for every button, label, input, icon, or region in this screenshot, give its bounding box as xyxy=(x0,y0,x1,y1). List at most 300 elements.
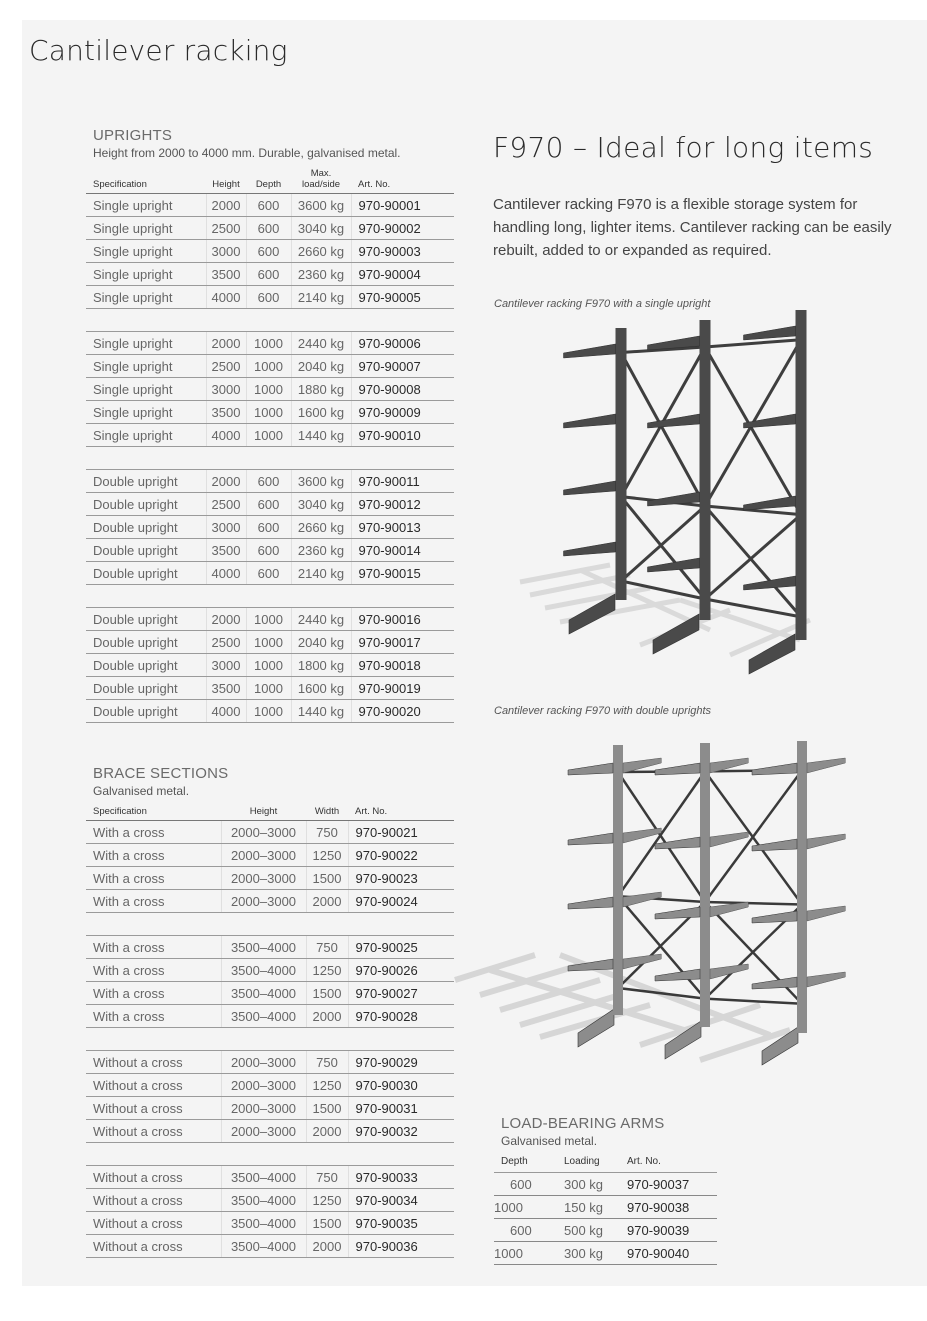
header-art-no: Art. No. xyxy=(348,806,454,821)
cell-depth: 600 xyxy=(494,1219,564,1242)
cell-height: 4000 xyxy=(206,562,246,585)
table-row xyxy=(86,677,454,700)
group-spacer-cell xyxy=(86,447,454,470)
cell-specification: With a cross xyxy=(86,844,221,867)
cell-depth: 1000 xyxy=(246,401,291,424)
header-max-load xyxy=(291,168,351,194)
header-art-no: Art. No. xyxy=(627,1156,717,1173)
table-row xyxy=(86,470,454,493)
table-row xyxy=(86,890,454,913)
cell-art-no: 970-90013 xyxy=(351,516,454,539)
cantilever-arm xyxy=(744,414,796,428)
table-row xyxy=(86,1189,454,1212)
cell-depth: 600 xyxy=(246,562,291,585)
cell-depth: 600 xyxy=(246,217,291,240)
table-row xyxy=(86,286,454,309)
cell-depth: 1000 xyxy=(246,700,291,723)
cell-max-load: 1880 kg xyxy=(291,378,351,401)
cell-depth: 600 xyxy=(246,263,291,286)
cell-max-load: 2040 kg xyxy=(291,355,351,378)
single-upright-rack-illustration xyxy=(480,300,920,680)
group-spacer xyxy=(86,309,454,332)
table-row xyxy=(86,355,454,378)
cell-art-no: 970-90001 xyxy=(351,194,454,217)
cell-depth: 1000 xyxy=(246,654,291,677)
table-row xyxy=(86,401,454,424)
table-row xyxy=(494,1173,717,1196)
header-max-load-line2: load/side xyxy=(301,179,341,190)
upright-base-foot xyxy=(578,1009,614,1047)
cell-width: 750 xyxy=(306,1166,348,1189)
cell-max-load: 1440 kg xyxy=(291,424,351,447)
cell-depth: 600 xyxy=(494,1173,564,1196)
group-spacer xyxy=(86,585,454,608)
cell-specification: Without a cross xyxy=(86,1074,221,1097)
table-row xyxy=(86,959,454,982)
table-row xyxy=(86,1074,454,1097)
table-row xyxy=(86,424,454,447)
cell-depth: 600 xyxy=(246,240,291,263)
cell-specification: Double upright xyxy=(86,631,206,654)
cell-height: 2000–3000 xyxy=(221,1097,306,1120)
cell-height: 2000 xyxy=(206,608,246,631)
cantilever-arm xyxy=(744,496,796,510)
cell-height: 4000 xyxy=(206,700,246,723)
header-art-no: Art. No. xyxy=(351,168,454,194)
cell-art-no: 970-90027 xyxy=(348,982,454,1005)
cell-height: 2000–3000 xyxy=(221,867,306,890)
cell-depth: 600 xyxy=(246,286,291,309)
cell-height: 2500 xyxy=(206,217,246,240)
cell-specification: With a cross xyxy=(86,982,221,1005)
cell-max-load: 2360 kg xyxy=(291,539,351,562)
cell-art-no: 970-90029 xyxy=(348,1051,454,1074)
cell-height: 3500–4000 xyxy=(221,982,306,1005)
cell-specification: Without a cross xyxy=(86,1235,221,1258)
figure-caption-single: Cantilever racking F970 with a single upright xyxy=(494,298,711,310)
cell-art-no: 970-90033 xyxy=(348,1166,454,1189)
cell-max-load: 2440 kg xyxy=(291,332,351,355)
cell-max-load: 1800 kg xyxy=(291,654,351,677)
cell-specification: Single upright xyxy=(86,194,206,217)
table-row xyxy=(86,194,454,217)
horizontal-brace xyxy=(705,340,801,347)
cell-height: 2000–3000 xyxy=(221,844,306,867)
horizontal-brace xyxy=(705,999,802,1004)
cantilever-arm xyxy=(744,576,796,590)
uprights-subtitle: Height from 2000 to 4000 mm. Durable, galvanised metal. xyxy=(93,146,401,160)
cell-art-no: 970-90003 xyxy=(351,240,454,263)
upright-column xyxy=(616,328,627,600)
cell-art-no: 970-90023 xyxy=(348,867,454,890)
cell-width: 1500 xyxy=(306,1212,348,1235)
header-depth: Depth xyxy=(246,168,291,194)
cell-art-no: 970-90034 xyxy=(348,1189,454,1212)
cell-width: 2000 xyxy=(306,1235,348,1258)
cell-art-no: 970-90017 xyxy=(351,631,454,654)
cell-specification: With a cross xyxy=(86,821,221,844)
cantilever-arm xyxy=(744,326,796,340)
cell-width: 2000 xyxy=(306,1005,348,1028)
cell-height: 3000 xyxy=(206,240,246,263)
cantilever-arm xyxy=(752,763,797,775)
upright-column xyxy=(700,743,710,1027)
cell-height: 2000 xyxy=(206,332,246,355)
table-row xyxy=(86,217,454,240)
cantilever-arm xyxy=(807,906,845,921)
cell-depth: 1000 xyxy=(246,608,291,631)
cantilever-arm xyxy=(710,902,748,917)
cell-loading: 150 kg xyxy=(564,1196,627,1219)
main-heading: F970 – Ideal for long items xyxy=(493,131,874,164)
uprights-title: UPRIGHTS xyxy=(93,127,173,144)
cell-max-load: 3040 kg xyxy=(291,217,351,240)
cell-height: 2500 xyxy=(206,631,246,654)
cantilever-arm xyxy=(568,897,613,909)
cell-depth: 1000 xyxy=(246,631,291,654)
header-loading: Loading xyxy=(564,1156,627,1173)
cell-max-load: 1600 kg xyxy=(291,677,351,700)
cell-height: 4000 xyxy=(206,424,246,447)
group-spacer xyxy=(86,447,454,470)
cell-height: 4000 xyxy=(206,286,246,309)
cantilever-arm xyxy=(564,481,616,495)
table-row xyxy=(86,378,454,401)
cell-height: 2000–3000 xyxy=(221,1120,306,1143)
cell-max-load: 2660 kg xyxy=(291,516,351,539)
table-row xyxy=(86,539,454,562)
header-specification: Specification xyxy=(86,806,221,821)
cell-width: 750 xyxy=(306,936,348,959)
cantilever-arm xyxy=(752,977,797,989)
header-height: Height xyxy=(221,806,306,821)
cantilever-arm xyxy=(807,834,845,849)
table-row xyxy=(86,332,454,355)
cell-height: 3500–4000 xyxy=(221,1166,306,1189)
cantilever-arm xyxy=(752,911,797,923)
cell-specification: With a cross xyxy=(86,890,221,913)
group-spacer-cell xyxy=(86,1028,454,1051)
cell-height: 2000–3000 xyxy=(221,821,306,844)
cell-specification: Single upright xyxy=(86,355,206,378)
cell-specification: Single upright xyxy=(86,217,206,240)
cell-art-no: 970-90021 xyxy=(348,821,454,844)
cantilever-arm xyxy=(564,414,616,428)
group-spacer-cell xyxy=(86,585,454,608)
cell-max-load: 2140 kg xyxy=(291,286,351,309)
uprights-table xyxy=(86,168,454,723)
cell-height: 3500–4000 xyxy=(221,959,306,982)
table-row xyxy=(86,1051,454,1074)
load-bearing-arms-title: LOAD-BEARING ARMS xyxy=(501,1115,665,1132)
table-row xyxy=(494,1196,717,1219)
cell-art-no: 970-90032 xyxy=(348,1120,454,1143)
cell-height: 2000–3000 xyxy=(221,890,306,913)
load-bearing-arms-table-body xyxy=(494,1173,717,1265)
cell-width: 1500 xyxy=(306,982,348,1005)
cell-max-load: 1600 kg xyxy=(291,401,351,424)
horizontal-brace xyxy=(705,902,802,904)
cell-height: 2500 xyxy=(206,493,246,516)
brace-sections-subtitle: Galvanised metal. xyxy=(93,784,190,798)
table-row xyxy=(86,1235,454,1258)
cell-specification: Double upright xyxy=(86,516,206,539)
cell-height: 3500–4000 xyxy=(221,1212,306,1235)
horizontal-brace xyxy=(618,988,705,999)
cell-loading: 300 kg xyxy=(564,1173,627,1196)
cantilever-arm xyxy=(655,907,700,919)
cantilever-arm xyxy=(564,344,616,358)
cantilever-arm xyxy=(710,832,748,847)
cell-height: 2000–3000 xyxy=(221,1074,306,1097)
cantilever-arm xyxy=(807,972,845,987)
diagonal-brace xyxy=(621,352,705,506)
cell-specification: Single upright xyxy=(86,424,206,447)
cell-max-load: 3600 kg xyxy=(291,470,351,493)
page-title: Cantilever racking xyxy=(29,34,288,67)
cell-art-no: 970-90015 xyxy=(351,562,454,585)
table-row xyxy=(86,1120,454,1143)
table-row xyxy=(86,1005,454,1028)
cell-specification: Without a cross xyxy=(86,1166,221,1189)
uprights-table-body xyxy=(86,194,454,723)
table-row xyxy=(86,631,454,654)
cell-art-no: 970-90005 xyxy=(351,286,454,309)
cell-art-no: 970-90031 xyxy=(348,1097,454,1120)
upright-column xyxy=(797,741,807,1033)
cell-depth: 1000 xyxy=(246,378,291,401)
cantilever-arm xyxy=(655,763,700,775)
cell-specification: With a cross xyxy=(86,1005,221,1028)
table-row xyxy=(86,1212,454,1235)
cell-specification: Without a cross xyxy=(86,1212,221,1235)
cell-art-no: 970-90035 xyxy=(348,1212,454,1235)
cell-art-no: 970-90036 xyxy=(348,1235,454,1258)
cell-art-no: 970-90020 xyxy=(351,700,454,723)
cell-max-load: 2040 kg xyxy=(291,631,351,654)
cell-specification: Double upright xyxy=(86,654,206,677)
cell-depth: 600 xyxy=(246,516,291,539)
group-spacer-cell xyxy=(86,1143,454,1166)
table-row xyxy=(86,867,454,890)
cell-max-load: 3040 kg xyxy=(291,493,351,516)
table-row xyxy=(86,654,454,677)
cell-height: 2000–3000 xyxy=(221,1051,306,1074)
cell-width: 2000 xyxy=(306,1120,348,1143)
cell-specification: Double upright xyxy=(86,539,206,562)
cell-specification: Double upright xyxy=(86,470,206,493)
cell-depth: 600 xyxy=(246,493,291,516)
table-row xyxy=(86,1097,454,1120)
cell-art-no: 970-90037 xyxy=(627,1173,717,1196)
table-row xyxy=(86,982,454,1005)
table-row xyxy=(86,493,454,516)
header-max-load-line1: Max. xyxy=(310,168,332,179)
cell-width: 1500 xyxy=(306,867,348,890)
cell-specification: Single upright xyxy=(86,286,206,309)
cell-specification: Double upright xyxy=(86,677,206,700)
cell-width: 1250 xyxy=(306,1189,348,1212)
cell-max-load: 2440 kg xyxy=(291,608,351,631)
cell-width: 750 xyxy=(306,821,348,844)
cell-height: 3500 xyxy=(206,401,246,424)
cell-art-no: 970-90019 xyxy=(351,677,454,700)
cell-art-no: 970-90008 xyxy=(351,378,454,401)
cell-art-no: 970-90010 xyxy=(351,424,454,447)
cell-specification: Double upright xyxy=(86,493,206,516)
figure-caption-double: Cantilever racking F970 with double uprights xyxy=(494,705,712,717)
cell-loading: 500 kg xyxy=(564,1219,627,1242)
table-header-row xyxy=(86,806,454,821)
cantilever-arm xyxy=(807,758,845,773)
cell-specification: With a cross xyxy=(86,936,221,959)
header-height: Height xyxy=(206,168,246,194)
cell-depth: 1000 xyxy=(246,355,291,378)
cell-specification: Without a cross xyxy=(86,1189,221,1212)
cell-art-no: 970-90011 xyxy=(351,470,454,493)
table-row xyxy=(86,821,454,844)
cell-art-no: 970-90012 xyxy=(351,493,454,516)
cell-height: 3000 xyxy=(206,516,246,539)
cell-specification: Without a cross xyxy=(86,1051,221,1074)
group-spacer-cell xyxy=(86,309,454,332)
cell-max-load: 2660 kg xyxy=(291,240,351,263)
cantilever-arm xyxy=(568,763,613,775)
diagonal-brace xyxy=(705,347,801,515)
cell-art-no: 970-90022 xyxy=(348,844,454,867)
cell-specification: Without a cross xyxy=(86,1097,221,1120)
cell-art-no: 970-90014 xyxy=(351,539,454,562)
cell-depth: 1000 xyxy=(246,677,291,700)
cell-art-no: 970-90040 xyxy=(627,1242,717,1265)
upright-base-foot xyxy=(749,634,795,674)
cell-height: 3500 xyxy=(206,677,246,700)
cell-depth: 1000 xyxy=(246,332,291,355)
cell-depth: 1000 xyxy=(246,424,291,447)
load-bearing-arms-table xyxy=(494,1156,717,1265)
table-header-row xyxy=(86,168,454,194)
cantilever-arm xyxy=(752,839,797,851)
table-row xyxy=(86,608,454,631)
cell-specification: Without a cross xyxy=(86,1120,221,1143)
table-row xyxy=(86,844,454,867)
cell-specification: With a cross xyxy=(86,959,221,982)
cell-specification: Single upright xyxy=(86,263,206,286)
cell-max-load: 3600 kg xyxy=(291,194,351,217)
cell-art-no: 970-90039 xyxy=(627,1219,717,1242)
cell-depth: 600 xyxy=(246,194,291,217)
cell-art-no: 970-90026 xyxy=(348,959,454,982)
table-row xyxy=(86,936,454,959)
upright-base-foot xyxy=(653,614,699,654)
cell-specification: Double upright xyxy=(86,608,206,631)
cell-art-no: 970-90009 xyxy=(351,401,454,424)
cell-depth: 1000 xyxy=(494,1196,564,1219)
brace-sections-table-body xyxy=(86,821,454,1258)
table-header-row xyxy=(494,1156,717,1173)
cell-specification: Single upright xyxy=(86,332,206,355)
cell-height: 3500 xyxy=(206,539,246,562)
group-spacer xyxy=(86,1143,454,1166)
cell-width: 2000 xyxy=(306,890,348,913)
group-spacer xyxy=(86,1028,454,1051)
cell-width: 1250 xyxy=(306,844,348,867)
cell-height: 3500–4000 xyxy=(221,1189,306,1212)
double-rack-frame xyxy=(568,741,845,1065)
header-width: Width xyxy=(306,806,348,821)
cantilever-arm xyxy=(655,969,700,981)
intro-paragraph: Cantilever racking F970 is a flexible storage system for handling long, lighter items. Cantilever racking can be easily rebuilt, added to or expanded as required. xyxy=(493,196,892,259)
cell-depth: 600 xyxy=(246,470,291,493)
cell-height: 3500 xyxy=(206,263,246,286)
cell-depth: 1000 xyxy=(494,1242,564,1265)
load-bearing-arms-subtitle: Galvanised metal. xyxy=(501,1134,598,1148)
cantilever-arm xyxy=(564,542,616,556)
table-row xyxy=(86,562,454,585)
cell-specification: With a cross xyxy=(86,867,221,890)
table-row xyxy=(86,263,454,286)
cell-specification: Single upright xyxy=(86,378,206,401)
cell-height: 3000 xyxy=(206,378,246,401)
group-spacer-cell xyxy=(86,913,454,936)
cell-width: 750 xyxy=(306,1051,348,1074)
brace-sections-table xyxy=(86,806,454,1258)
upright-column xyxy=(796,310,807,640)
cell-art-no: 970-90030 xyxy=(348,1074,454,1097)
cell-art-no: 970-90038 xyxy=(627,1196,717,1219)
double-upright-rack-illustration xyxy=(440,715,860,1090)
cell-art-no: 970-90025 xyxy=(348,936,454,959)
table-row xyxy=(494,1242,717,1265)
table-row xyxy=(86,240,454,263)
cell-height: 2500 xyxy=(206,355,246,378)
cell-width: 1250 xyxy=(306,959,348,982)
cell-art-no: 970-90018 xyxy=(351,654,454,677)
cell-height: 3500–4000 xyxy=(221,1005,306,1028)
cell-art-no: 970-90007 xyxy=(351,355,454,378)
table-row xyxy=(494,1219,717,1242)
cell-height: 2000 xyxy=(206,470,246,493)
cell-art-no: 970-90028 xyxy=(348,1005,454,1028)
cell-specification: Single upright xyxy=(86,240,206,263)
cell-height: 3000 xyxy=(206,654,246,677)
table-row xyxy=(86,1166,454,1189)
cantilever-arm xyxy=(623,954,661,969)
cantilever-arm xyxy=(568,833,613,845)
cell-art-no: 970-90016 xyxy=(351,608,454,631)
cell-width: 1250 xyxy=(306,1074,348,1097)
cell-art-no: 970-90024 xyxy=(348,890,454,913)
cell-art-no: 970-90002 xyxy=(351,217,454,240)
cell-art-no: 970-90004 xyxy=(351,263,454,286)
cell-max-load: 1440 kg xyxy=(291,700,351,723)
cell-loading: 300 kg xyxy=(564,1242,627,1265)
upright-column xyxy=(700,320,711,620)
cell-height: 3500–4000 xyxy=(221,1235,306,1258)
cell-max-load: 2360 kg xyxy=(291,263,351,286)
header-specification: Specification xyxy=(86,168,206,194)
cell-specification: Double upright xyxy=(86,700,206,723)
table-row xyxy=(86,516,454,539)
cell-height: 3500–4000 xyxy=(221,936,306,959)
cell-depth: 600 xyxy=(246,539,291,562)
cell-art-no: 970-90006 xyxy=(351,332,454,355)
cell-specification: Double upright xyxy=(86,562,206,585)
cell-specification: Single upright xyxy=(86,401,206,424)
brace-sections-title: BRACE SECTIONS xyxy=(93,765,229,782)
cell-height: 2000 xyxy=(206,194,246,217)
table-row xyxy=(86,700,454,723)
